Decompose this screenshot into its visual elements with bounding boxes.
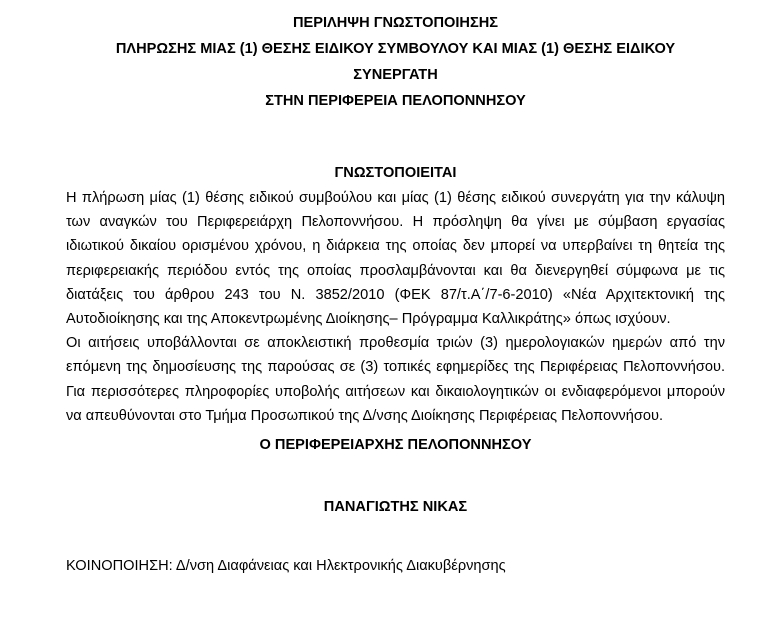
body-paragraph-1: Η πλήρωση μίας (1) θέσης ειδικού συμβούλου και μίας (1) θέσης ειδικού συνεργάτη για την κάλυψη των αναγκών του Περιφερειάρχη Πελοποννήσου. Η πρόσληψη θα γίνει με σύμβαση εργασίας ιδιωτικού δικαίου ορισμένου χρόνου, η διάρκεια της οποίας δεν μπορεί να υπερβαίνει τη θητεία της περιφερειακής περιόδου εντός της οποίας προσλαμβάνονται και θα διενεργηθεί σύμφωνα με τις διατάξεις του άρθρου 243 του Ν. 3852/2010 (ΦΕΚ 87/τ.Α΄/7-6-2010) «Νέα Αρχιτεκτονική της Αυτοδιοίκησης και της Αποκεντρωμένης Διοίκησης– Πρόγραμμα Καλλικράτης» όπως ισχύουν.: [66, 190, 725, 328]
carbon-copy-line: ΚΟΙΝΟΠΟΙΗΣΗ: Δ/νση Διαφάνειας και Ηλεκτρονικής Διακυβέρνησης: [66, 558, 506, 575]
body-paragraph-2: Οι αιτήσεις υποβάλλονται σε αποκλειστική προθεσμία τριών (3) ημερολογιακών ημερών από την επόμενη της δημοσίευσης της παρούσας σε (3) τοπικές εφημερίδες της Περιφέρειας Πελοποννήσου. Για περισσότερες πληροφορίες υποβολής αιτήσεων και δικαιολογητικών οι ενδιαφερόμενοι μπορούν να απευθύνονται στο Τμήμα Προσωπικού της Δ/νσης Διοίκησης Περιφέρειας Πελοποννήσου.: [66, 335, 725, 424]
document-subtitle-line-2: ΣΥΝΕΡΓΑΤΗ: [353, 67, 438, 83]
signatory-title: Ο ΠΕΡΙΦΕΡΕΙΑΡΧΗΣ ΠΕΛΟΠΟΝΝΗΣΟΥ: [259, 437, 532, 454]
document-subtitle-line-1: ΠΛΗΡΩΣΗΣ ΜΙΑΣ (1) ΘΕΣΗΣ ΕΙΔΙΚΟΥ ΣΥΜΒΟΥΛΟΥ ΚΑΙ ΜΙΑΣ (1) ΘΕΣΗΣ ΕΙΔΙΚΟΥ: [115, 41, 676, 57]
document-header: [66, 0, 725, 114]
document-subtitle-line-3: ΣΤΗΝ ΠΕΡΙΦΕΡΕΙΑ ΠΕΛΟΠΟΝΝΗΣΟΥ: [265, 93, 526, 109]
document-title: ΠΕΡΙΛΗΨΗ ΓΝΩΣΤΟΠΟΙΗΣΗΣ: [292, 15, 499, 31]
signatory-name: ΠΑΝΑΓΙΩΤΗΣ ΝΙΚΑΣ: [323, 499, 468, 516]
section-title: ΓΝΩΣΤΟΠΟΙΕΙΤΑΙ: [334, 165, 457, 181]
